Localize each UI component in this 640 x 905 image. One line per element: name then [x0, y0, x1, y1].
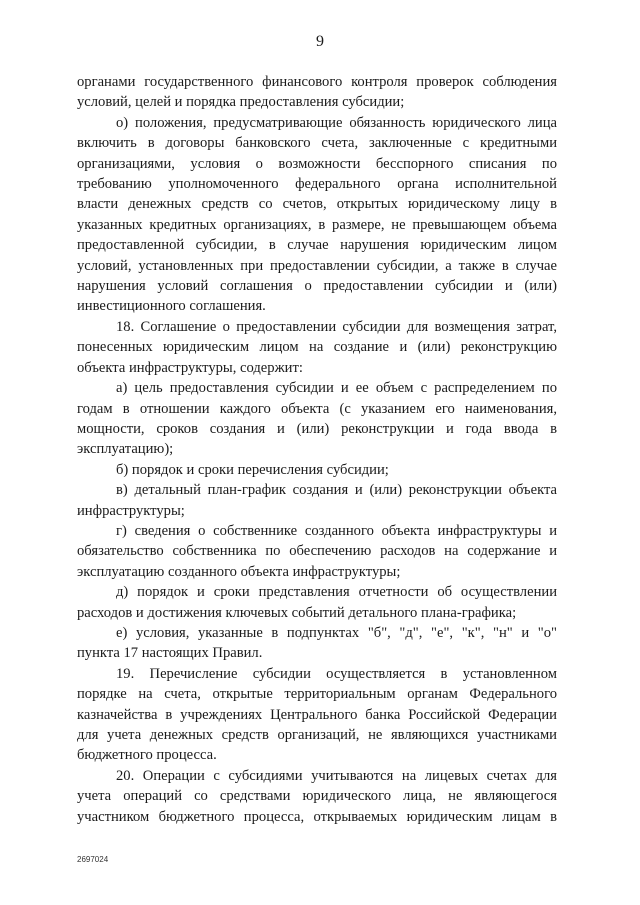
text-line: учета операций со средствами юридического лица, не являющегося — [77, 788, 557, 805]
paragraph-item-d — [77, 582, 557, 623]
text-line: бюджетного процесса. — [77, 747, 217, 764]
paragraph-item-a — [77, 378, 557, 460]
text-line: е) условия, указанные в подпунктах "б", "д", "е", "к", "н" и "о" — [116, 624, 557, 641]
text-line: участником бюджетного процесса, открываемых юридическим лицам в — [77, 808, 557, 825]
text-line: организациями, условия о возможности бесспорного списания по — [77, 155, 557, 172]
text-line: мощности, сроков создания и (или) реконструкции и года ввода в — [77, 420, 557, 437]
text-line: объекта инфраструктуры, содержит: — [77, 359, 303, 376]
paragraph-item-v — [77, 480, 557, 521]
text-line: для учета денежных средств организаций, не являющихся участниками — [77, 727, 557, 743]
text-line: казначейства в учреждениях Центрального банка Российской Федерации — [77, 706, 557, 723]
text-line: нарушения условий соглашения о предоставлении субсидии и (или) — [77, 278, 557, 295]
text-line: годам в отношении каждого объекта (с указанием его наименования, — [77, 400, 557, 417]
text-line: а) цель предоставления субсидии и ее объем с распределением по — [116, 380, 557, 397]
paragraph-item-o — [77, 113, 557, 317]
paragraph-point-20 — [77, 766, 557, 827]
text-line: эксплуатацию созданного объекта инфраструктуры; — [77, 563, 401, 580]
document-code: 2697024 — [77, 855, 109, 864]
text-line: инвестиционного соглашения. — [77, 298, 266, 315]
text-line: инфраструктуры; — [77, 502, 185, 519]
text-line: пункта 17 настоящих Правил. — [77, 645, 263, 662]
text-line: указанных кредитных организациях, в размере, не превышающем объема — [77, 216, 557, 233]
text-line: 19. Перечисление субсидии осуществляется в установленном — [116, 665, 557, 682]
text-line: б) порядок и сроки перечисления субсидии; — [116, 461, 389, 478]
text-line: 18. Соглашение о предоставлении субсидии для возмещения затрат, — [116, 318, 557, 335]
paragraph-continuation — [77, 72, 557, 113]
text-line: понесенных юридическим лицом на создание и (или) реконструкцию — [77, 339, 557, 356]
text-line: органами государственного финансового контроля проверок соблюдения — [77, 74, 557, 90]
text-line: включить в договоры банковского счета, заключенные с кредитными — [77, 135, 557, 152]
text-line: порядке на счета, открытые территориальным органам Федерального — [77, 686, 557, 703]
text-line: предоставленной субсидии, в случае нарушения юридическим лицом — [77, 237, 557, 254]
text-line: условий, установленных при предоставлении субсидии, а также в случае — [77, 257, 557, 274]
text-line: 20. Операции с субсидиями учитываются на лицевых счетах для — [116, 767, 557, 784]
text-line: условий, целей и порядка предоставления субсидии; — [77, 94, 405, 111]
text-line: требованию уполномоченного федерального органа исполнительной — [77, 176, 557, 193]
page-number: 9 — [316, 33, 324, 50]
document-body — [77, 72, 557, 827]
paragraph-item-e — [77, 623, 557, 664]
text-line: в) детальный план-график создания и (или) реконструкции объекта — [116, 482, 557, 499]
text-line: обязательство собственника по обеспечению расходов на содержание и — [77, 543, 557, 560]
paragraph-item-g — [77, 521, 557, 582]
text-line: эксплуатацию); — [77, 441, 174, 458]
text-line: д) порядок и сроки представления отчетности об осуществлении — [116, 584, 557, 601]
paragraph-point-18 — [77, 317, 557, 378]
text-line: о) положения, предусматривающие обязанность юридического лица — [116, 114, 557, 131]
text-line: расходов и достижения ключевых событий детального плана-графика; — [77, 604, 517, 621]
paragraph-item-b — [77, 460, 557, 480]
paragraph-point-19 — [77, 664, 557, 766]
text-line: г) сведения о собственнике созданного объекта инфраструктуры и — [116, 522, 557, 539]
text-line: власти денежных средств со счетов, открытых юридическому лицу в — [77, 196, 557, 213]
